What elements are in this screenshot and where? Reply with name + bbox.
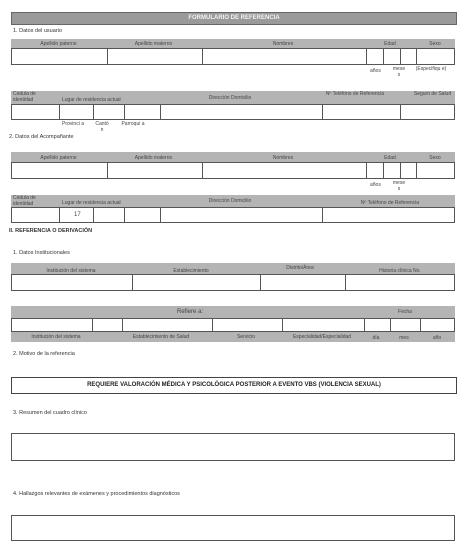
s2-nombres-label: Nombres [272,155,294,161]
s2-sexo-label: Sexo [429,155,441,161]
s1-sexo-input[interactable] [418,50,452,62]
s1-direccion-input[interactable] [162,106,317,118]
s1-apellido-paterno-label: Apellido paterno [40,41,77,47]
s2-apellido-materno-input[interactable] [109,164,199,176]
s2-edad-label: Edad [384,155,396,161]
fecha-label: Fecha [398,309,412,315]
s2-lugar-label: Lugar de residencia actual [62,200,121,206]
resumen-textarea[interactable] [11,433,455,461]
section-3-heading: II. REFERENCIA O DERIVACIÓN [9,228,93,234]
refiere-dia-label: día [372,335,380,341]
hallazgos-heading: 4. Hallazgos relevantes de exámenes y procedimientos diagnósticos [13,491,180,497]
distrito-label: Distrito/Área [286,265,314,271]
refiere-institucion-input[interactable] [14,320,89,330]
section-2-heading: 2. Datos del Acompañante [9,134,74,140]
s1-canton-label: Cantó n [95,121,109,133]
refiere-especialidad-label: Especialidad/Especialidad [292,334,352,340]
s1-especifique-label: (Especifiqu e) [415,66,447,72]
historia-input[interactable] [347,276,452,288]
refiere-label: Refiere a: [176,309,203,315]
s1-apellido-materno-input[interactable] [109,50,199,62]
s2-sexo-input[interactable] [418,164,452,176]
s1-apellido-materno-label: Apellido materno [134,41,173,47]
s2-direccion-label: Dirección Domicilio [208,198,252,204]
s1-lugar-label: Lugar de residencia actual [62,97,121,103]
motivo-banner: REQUIERE VALORACIÓN MÉDICA Y PSICOLÓGICA POSTERIOR A EVENTO VBS (VIOLENCIA SEXUAL) [11,377,457,394]
s2-telefono-input[interactable] [324,209,452,221]
refiere-establecimiento-label: Establecimiento de Salud [132,334,190,340]
refiere-mes-label: mes [399,335,409,341]
refiere-servicio-input[interactable] [214,320,279,330]
refiere-servicio-label: Servicio [237,334,255,340]
section-1-heading: 1. Datos del usuario [13,28,62,34]
motivo-heading: 2. Motivo de la referencia [13,351,75,357]
s2-direccion-input[interactable] [162,209,317,221]
historia-label: Historia clínica No. [379,268,421,274]
s1-apellido-paterno-input[interactable] [14,50,104,62]
hallazgos-textarea[interactable] [11,515,455,541]
s1-cedula-label: Cédula de identidad [13,91,36,103]
s2-cedula-label: Cédula de identidad [13,195,36,207]
refiere-institucion-label: Institución del sistema [31,334,81,340]
s1-seguro-label: Seguro de Salud [413,91,452,97]
s2-cedula-input[interactable] [14,209,57,221]
s1-telefono-label: Nº Teléfono de Referencia [325,91,385,97]
s1-edad-label: Edad [384,41,396,47]
s2-meses-label: mese s [392,180,406,192]
refiere-establecimiento-input[interactable] [124,320,209,330]
s1-provincia-label: Provinci a [62,121,84,127]
s2-lugar-value: 17 [74,212,81,218]
s1-sexo-label: Sexo [429,41,441,47]
institucion-input[interactable] [14,276,129,288]
institucion-label: Institución del sistema [46,268,96,274]
s1-anos-label: años [370,68,381,74]
establecimiento-label: Establecimiento [173,268,209,274]
refiere-ano-label: año [432,335,442,341]
resumen-heading: 3. Resumen del cuadro clínico [13,410,87,416]
distrito-input[interactable] [262,276,342,288]
s1-direccion-label: Dirección Domicilio [208,95,252,101]
s2-telefono-label: Nº Teléfono de Referencia [360,200,420,206]
s2-anos-label: años [370,182,381,188]
refiere-especialidad-input[interactable] [284,320,361,330]
s2-nombres-input[interactable] [204,164,364,176]
s1-nombres-input[interactable] [204,50,364,62]
s1-telefono-input[interactable] [324,106,396,118]
s1-nombres-label: Nombres [272,41,294,47]
s1-parroquia-label: Parroqui a [121,121,145,127]
form-title: FORMULARIO DE REFERENCIA [11,12,457,25]
datos-institucionales-heading: 1. Datos Institucionales [13,250,70,256]
s2-apellido-paterno-input[interactable] [14,164,104,176]
s1-meses-label: mese s [392,66,406,78]
establecimiento-input[interactable] [134,276,257,288]
s2-apellido-paterno-label: Apellido paterno [40,155,77,161]
s2-apellido-materno-label: Apellido materno [134,155,173,161]
s1-cedula-input[interactable] [14,106,57,118]
